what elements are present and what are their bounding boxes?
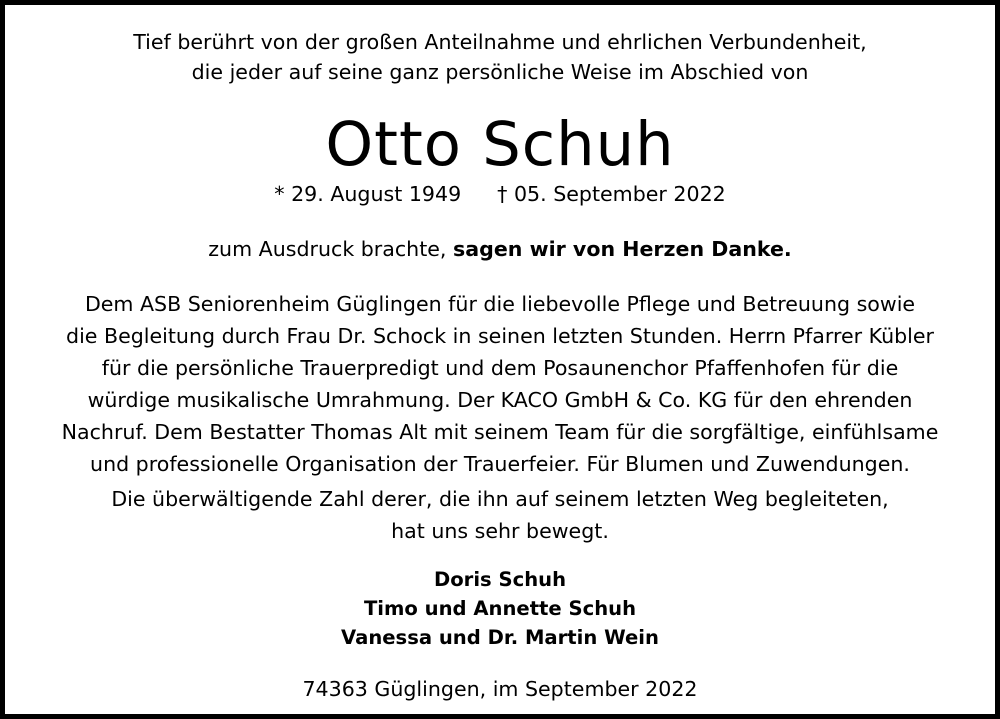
moved-paragraph — [5, 483, 995, 547]
signers-list — [5, 565, 995, 652]
moved-line: Die überwältigende Zahl derer, die ihn auf seinem letzten Weg begleiteten, — [111, 487, 889, 511]
place-date: 74363 Güglingen, im September 2022 — [302, 677, 698, 701]
thanks-bold: sagen wir von Herzen Danke. — [453, 237, 792, 261]
moved-line: hat uns sehr bewegt. — [391, 519, 609, 543]
acknowledgements-paragraph — [5, 288, 995, 480]
body-line: Dem ASB Seniorenheim Güglingen für die liebevolle Pflege und Betreuung sowie — [84, 292, 916, 316]
signer-name: Vanessa und Dr. Martin Wein — [341, 626, 659, 649]
death-date: † 05. September 2022 — [497, 182, 726, 206]
thanks-plain: zum Ausdruck brachte, — [208, 237, 453, 261]
intro-text — [5, 27, 995, 87]
body-line: für die persönliche Trauerpredigt und dem Posaunenchor Pfaffenhofen für die — [101, 356, 899, 380]
signer-name: Doris Schuh — [433, 568, 567, 591]
thanks-line — [5, 233, 995, 265]
body-line: und professionelle Organisation der Trauerfeier. Für Blumen und Zuwendungen. — [90, 452, 910, 476]
body-line: würdige musikalische Umrahmung. Der KACO GmbH & Co. KG für den ehrenden — [87, 388, 913, 412]
intro-line: Tief berührt von der großen Anteilnahme und ehrlichen Verbundenheit, — [133, 30, 867, 54]
birth-date: * 29. August 1949 — [274, 182, 462, 206]
life-dates — [5, 179, 995, 209]
body-line: Nachruf. Dem Bestatter Thomas Alt mit seinem Team für die sorgfältige, einfühlsame — [61, 420, 939, 444]
signer-name: Timo und Annette Schuh — [363, 597, 637, 620]
obituary-thanks-notice — [5, 5, 995, 714]
body-line: die Begleitung durch Frau Dr. Schock in seinen letzten Stunden. Herrn Pfarrer Kübler — [66, 324, 934, 348]
intro-line: die jeder auf seine ganz persönliche Weise im Abschied von — [191, 60, 809, 84]
deceased-name: Otto Schuh — [325, 110, 675, 180]
